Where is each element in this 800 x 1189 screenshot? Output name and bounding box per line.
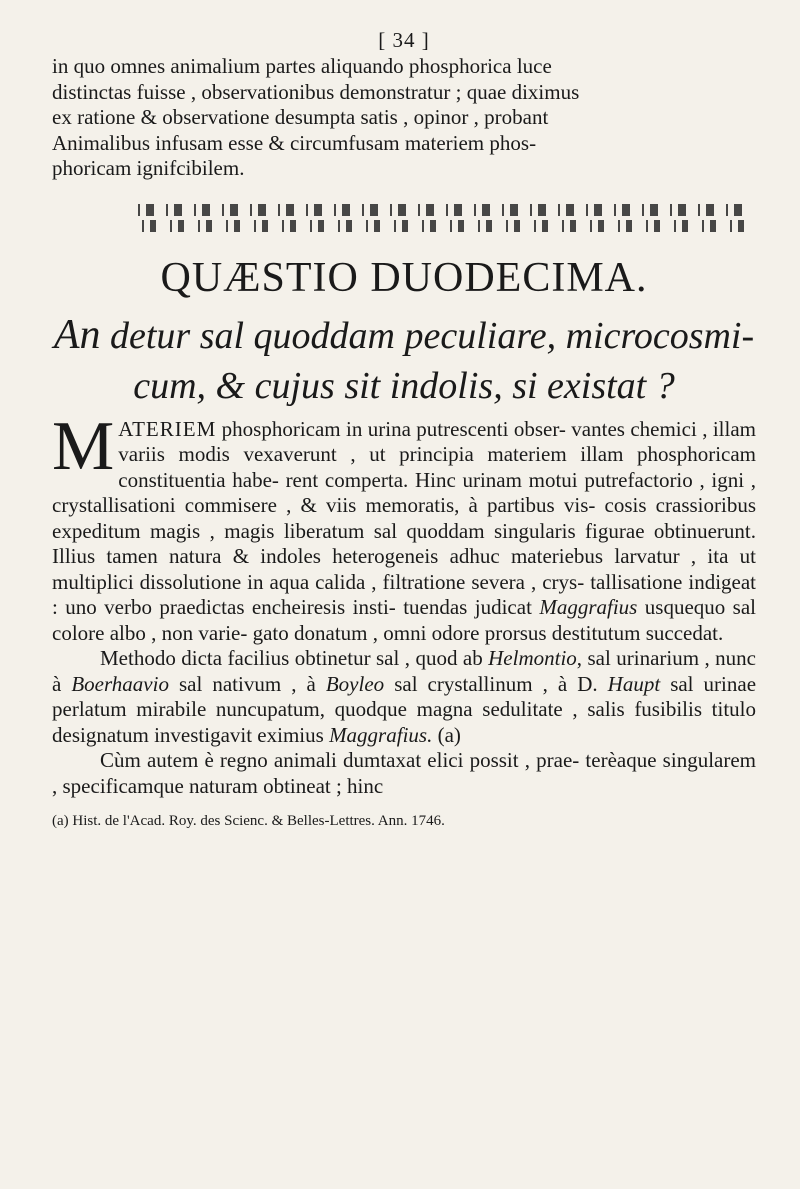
para2-text: sal nativum , à: [179, 671, 316, 696]
author-name: Boyleo: [325, 671, 385, 696]
main-paragraph-3: [52, 748, 756, 799]
para2-text: , sal urinarium , nunc à: [52, 646, 756, 696]
main-paragraph-2: [52, 646, 756, 748]
para2-text: sal urinae perlatum mirabile nuncupatum, quodque magna sedulitate , salis fusibilis titulo designatum investigavit eximius: [52, 671, 757, 747]
para2-text: Methodo dicta facilius obtinetur sal , quod ab: [100, 646, 483, 670]
intro-line: distinctas fuisse , observationibus demonstratur ; quae diximus: [52, 79, 580, 104]
author-name: Maggrafius.: [329, 722, 433, 747]
intro-line: in quo omnes animalium partes aliquando phosphorica luce: [52, 54, 552, 78]
title-text-1: detur sal quoddam peculiare, microcosmi-: [110, 314, 755, 357]
intro-paragraph: [52, 54, 756, 182]
question-title: [52, 310, 756, 411]
author-name: Helmontio: [488, 646, 577, 670]
title-an: An: [53, 311, 101, 358]
intro-line: Animalibus infusam esse & circumfusam materiem phos-: [52, 130, 537, 155]
first-word: ATERIEM: [118, 416, 217, 441]
para1-body: phosphoricam in urina putrescenti obser- vantes chemici , illam variis modis vexaverunt , ut principia materiem illam phosphoricam constituentia habe- rent comperta. Hinc urinam motui putrefactorio , igni , crystallisationi commisere , & viis memoratis, à partibus vis- cosis crassioribus expeditum magis , magis liberatum sal quoddam singularis figurae obtinuerunt. Illius tamen natura & indoles heterogeneis adhuc materiebus larvatur , ita ut multiplici dissolutione in aqua calida , filtratione severa , crys- tallisatione indigeat : uno verbo praedictas encheiresis insti- tuendas judicat: [52, 416, 756, 619]
question-title-line-1: [52, 310, 756, 361]
para3-text: Cùm autem è regno animali dumtaxat elici possit , prae- terèaque singularem , specificamque naturam obtineat ; hinc: [52, 748, 756, 798]
author-name: Maggrafius: [539, 595, 638, 619]
footnote: (a) Hist. de l'Acad. Roy. des Scienc. & Belles-Lettres. Ann. 1746.: [52, 813, 445, 829]
question-title-line-2: cum, & cujus sit indolis, si existat ?: [133, 364, 675, 407]
author-name: Haupt: [607, 671, 661, 696]
para2-text: sal crystallinum , à D.: [394, 671, 598, 696]
main-paragraph-1: [52, 407, 756, 647]
ornament-divider: [132, 204, 752, 234]
intro-line: ex ratione & observatione desumpta satis , opinor , probant: [52, 105, 549, 129]
section-heading: QUÆSTIO DUODECIMA.: [160, 254, 648, 301]
footnote-ref: (a): [437, 722, 461, 747]
author-name: Boerhaavio: [71, 671, 169, 696]
para1-tail: usquequo sal colore albo , non varie- gato donatum , omni odore prorsus destitutum succedat.: [52, 595, 756, 645]
intro-line: phoricam ignifcibilem.: [52, 156, 245, 180]
page-number: [ 34 ]: [378, 28, 430, 52]
drop-cap: M: [52, 407, 115, 485]
